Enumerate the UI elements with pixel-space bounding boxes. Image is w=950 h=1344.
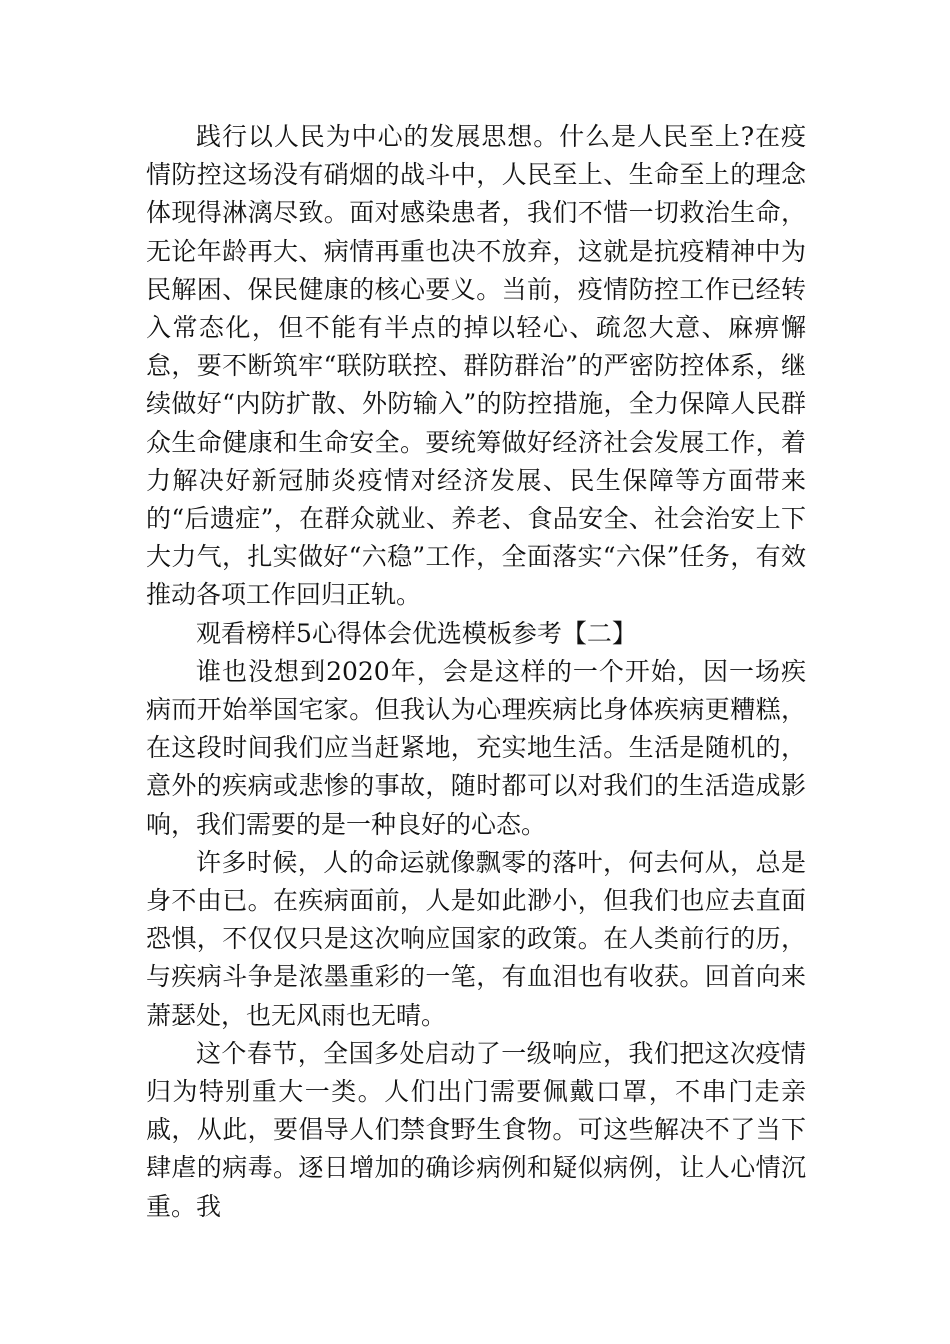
body-paragraph-4: 这个春节，全国多处启动了一级响应，我们把这次疫情归为特别重大一类。人们出门需要佩戴口罩，不串门走亲戚，从此，要倡导人们禁食野生食物。可这些解决不了当下肆虐的病毒。逐日增加的确诊病例和疑似病例，让人心情沉重。我 bbox=[146, 1038, 806, 1221]
section-heading: 观看榜样5心得体会优选模板参考【二】 bbox=[196, 618, 637, 648]
body-paragraph-1: 践行以人民为中心的发展思想。什么是人民至上?在疫情防控这场没有硝烟的战斗中，人民至上、生命至上的理念体现得淋漓尽致。面对感染患者，我们不惜一切救治生命，无论年龄再大、病情再重也决不放弃，这就是抗疫精神中为民解困、保民健康的核心要义。当前，疫情防控工作已经转入常态化，但不能有半点的掉以轻心、疏忽大意、麻痹懈怠，要不断筑牢“联防联控、群防群治”的严密防控体系，继续做好“内防扩散、外防输入”的防控措施，全力保障人民群众生命健康和生命安全。要统筹做好经济社会发展工作，着力解决好新冠肺炎疫情对经济发展、民生保障等方面带来的“后遗症”，在群众就业、养老、食品安全、社会治安上下大力气，扎实做好“六稳”工作，全面落实“六保”任务，有效推动各项工作回归正轨。 bbox=[146, 122, 806, 610]
document-page bbox=[146, 118, 806, 1226]
body-paragraph-2: 谁也没想到2020年，会是这样的一个开始，因一场疾病而开始举国宅家。但我认为心理疾病比身体疾病更糟糕，在这段时间我们应当赶紧地，充实地生活。生活是随机的，意外的疾病或悲惨的事故，随时都可以对我们的生活造成影响，我们需要的是一种良好的心态。 bbox=[146, 656, 806, 839]
body-paragraph-3: 许多时候，人的命运就像飘零的落叶，何去何从，总是身不由已。在疾病面前，人是如此渺小，但我们也应去直面恐惧，不仅仅只是这次响应国家的政策。在人类前行的历，与疾病斗争是浓墨重彩的一笔，有血泪也有收获。回首向来萧瑟处，也无风雨也无晴。 bbox=[146, 847, 806, 1030]
